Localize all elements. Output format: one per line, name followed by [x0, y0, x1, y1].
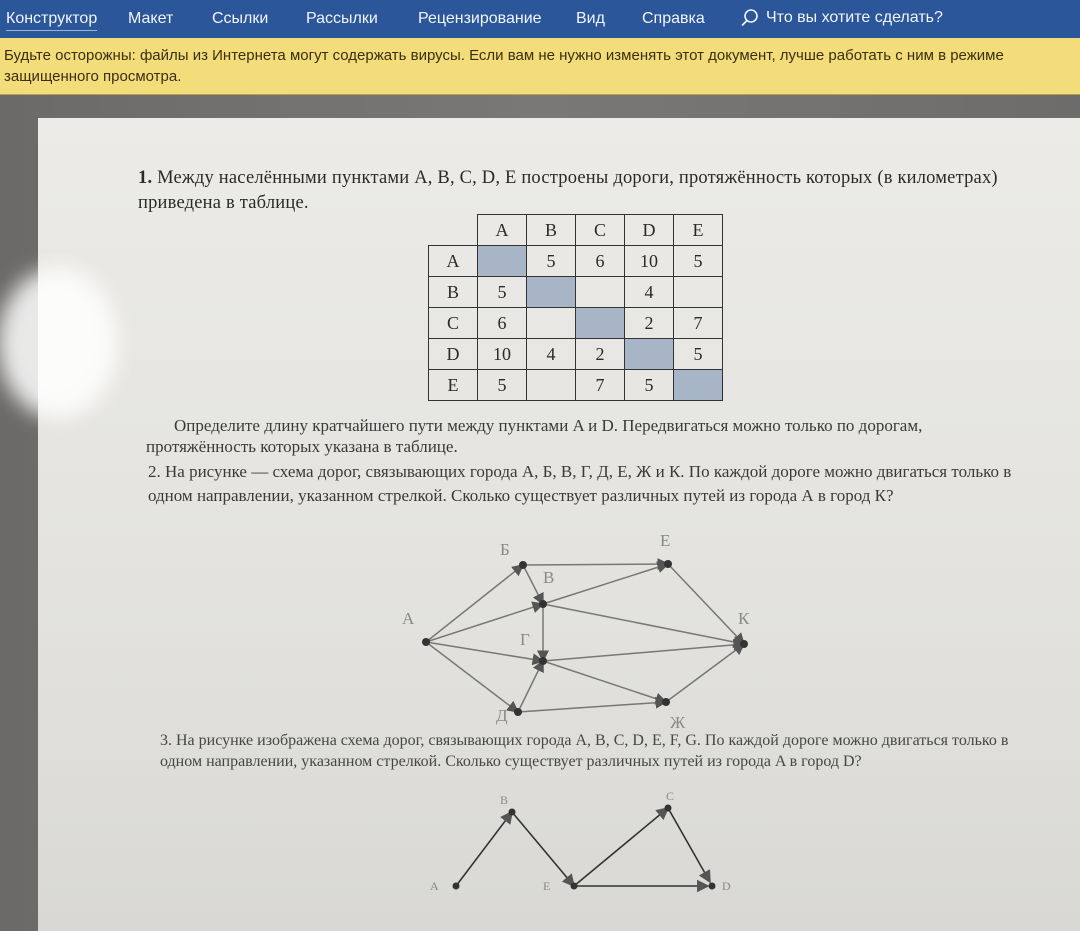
q3-node-e	[571, 883, 578, 890]
col-header: C	[576, 215, 625, 246]
question-2-graph	[38, 118, 1080, 931]
table-cell: 10	[625, 246, 674, 277]
row-header: E	[429, 370, 478, 401]
col-header: E	[674, 215, 723, 246]
label-b: Б	[500, 540, 510, 559]
table-cell: 4	[625, 277, 674, 308]
row-header: A	[429, 246, 478, 277]
col-header: B	[527, 215, 576, 246]
label-e: Е	[660, 531, 671, 550]
search-icon	[740, 8, 760, 28]
node-d	[514, 708, 522, 716]
q3-label-d: D	[722, 879, 731, 893]
col-header: A	[478, 215, 527, 246]
table-cell: 2	[576, 339, 625, 370]
edge-v-e	[543, 564, 668, 604]
q3-label-e: E	[543, 879, 551, 893]
table-cell: 7	[576, 370, 625, 401]
edge-zh-k	[666, 644, 744, 702]
q3-node-a	[453, 883, 460, 890]
q3-label-a: A	[430, 879, 439, 893]
ribbon-bar	[0, 0, 1080, 38]
tab-mailings[interactable]: Рассылки	[306, 10, 378, 27]
tab-layout[interactable]: Макет	[128, 10, 174, 27]
question-3: 3. На рисунке изображена схема дорог, связывающих города A, B, C, D, E, F, G. По каждой дороге можно двигаться только в одном направлении, указанном стрелкой. Сколько существует различных путей из города A в город D?	[160, 732, 1009, 770]
message-line-1: Будьте осторожны: файлы из Интернета могут содержать вирусы. Если вам не нужно изменять этот документ, лучше работать с ним в режиме	[4, 47, 1004, 64]
document-page	[38, 118, 1080, 931]
search-text: Что вы хотите сделать?	[766, 9, 943, 26]
q3-node-b	[509, 809, 516, 816]
protected-view-message	[4, 45, 1076, 87]
label-a: А	[402, 609, 415, 628]
label-k: К	[738, 609, 750, 628]
question-2: 2. На рисунке — схема дорог, связывающих города А, Б, В, Г, Д, Е, Ж и К. По каждой дороге можно двигаться только в одном направлении, указанном стрелкой. Сколько существует различных путей из города А в город К?	[148, 462, 1012, 505]
table-cell: 6	[576, 246, 625, 277]
table-cell: 5	[478, 370, 527, 401]
q3-edge-a-b	[456, 812, 512, 886]
table-cell: 5	[674, 339, 723, 370]
table-cell: 7	[674, 308, 723, 339]
table-cell: 6	[478, 308, 527, 339]
table-cell: 4	[527, 339, 576, 370]
label-zh: Ж	[670, 713, 686, 732]
label-v: В	[543, 568, 555, 587]
table-cell: 10	[478, 339, 527, 370]
node-g	[539, 657, 547, 665]
tab-help[interactable]: Справка	[642, 10, 705, 27]
table-cell: 5	[674, 246, 723, 277]
tab-references[interactable]: Ссылки	[212, 10, 269, 27]
q3-edge-c-d	[668, 808, 710, 882]
tab-view[interactable]: Вид	[576, 10, 605, 27]
edge-a-b	[426, 565, 523, 642]
edge-d-g	[518, 661, 543, 712]
node-k	[740, 640, 748, 648]
col-header: D	[625, 215, 674, 246]
edge-e-k	[668, 564, 744, 644]
row-header: C	[429, 308, 478, 339]
edge-g-k	[543, 644, 744, 661]
question-1-text: Между населёнными пунктами A, B, C, D, E построены дороги, протяжённость которых (в километрах) приведена в таблице.	[138, 168, 998, 213]
edge-b-e	[523, 564, 668, 565]
label-d: Д	[496, 706, 508, 725]
q3-edge-b-e	[512, 812, 574, 886]
node-e	[664, 560, 672, 568]
table-cell: 5	[478, 277, 527, 308]
q3-edge-e-c	[574, 808, 668, 886]
tab-design[interactable]: Конструктор	[6, 10, 97, 31]
question-1-description: Определите длину кратчайшего пути между пунктами A и D. Передвигаться можно только по дорогам, протяжённость которых указана в таблице.	[146, 416, 923, 456]
tell-me-search[interactable]	[740, 8, 943, 28]
q3-label-b: B	[500, 793, 509, 807]
node-v	[539, 600, 547, 608]
edge-b-v	[523, 565, 543, 604]
edge-d-zh	[518, 702, 666, 712]
message-line-2: защищенного просмотра.	[4, 68, 182, 85]
table-cell: 5	[625, 370, 674, 401]
node-b	[519, 561, 527, 569]
table-cell: 5	[527, 246, 576, 277]
q3-node-c	[665, 805, 672, 812]
question-1-number: 1.	[138, 168, 153, 188]
label-g: Г	[520, 630, 530, 649]
table-cell: 2	[625, 308, 674, 339]
q3-label-c: C	[666, 789, 675, 803]
edge-v-k	[543, 604, 744, 644]
node-zh	[662, 698, 670, 706]
row-header: D	[429, 339, 478, 370]
protected-view-bar	[0, 38, 1080, 95]
q3-node-d	[709, 883, 716, 890]
row-header: B	[429, 277, 478, 308]
edge-g-zh	[543, 661, 666, 702]
edge-a-d	[426, 642, 518, 712]
node-a	[422, 638, 430, 646]
tab-review[interactable]: Рецензирование	[418, 10, 542, 27]
